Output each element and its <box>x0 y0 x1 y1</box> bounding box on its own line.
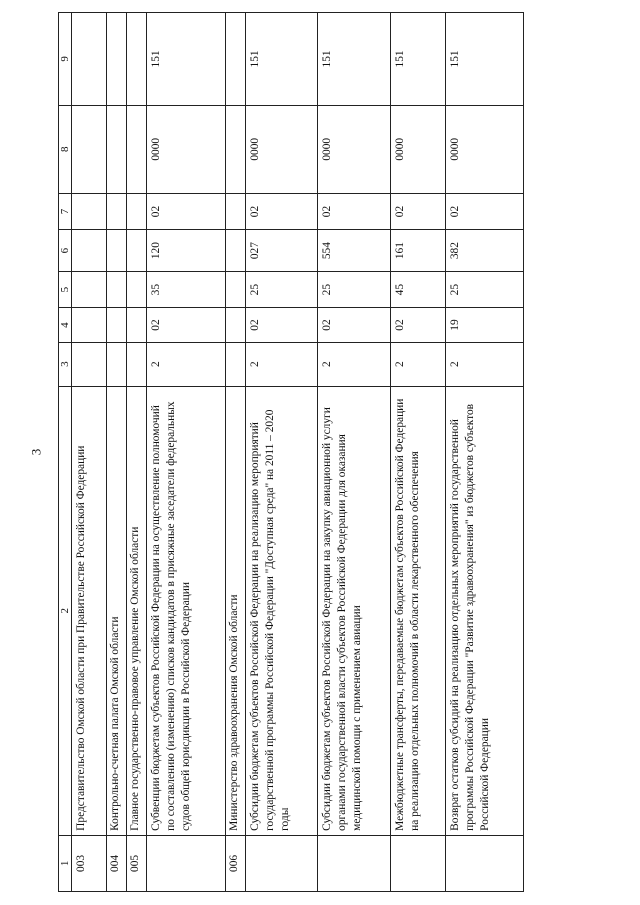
column-header: 1 <box>59 835 72 891</box>
code-part-8: 0000 <box>246 105 318 193</box>
table-row <box>246 13 318 892</box>
code-part-3: 2 <box>246 342 318 386</box>
code-part-6: 027 <box>246 230 318 272</box>
table-row <box>318 13 391 892</box>
code-part-6 <box>107 230 127 272</box>
admin-code-cell: 005 <box>127 835 147 891</box>
code-part-5: 25 <box>246 271 318 308</box>
code-part-4 <box>72 308 107 342</box>
code-part-4: 02 <box>391 308 446 342</box>
code-part-8 <box>127 105 147 193</box>
code-part-8 <box>226 105 246 193</box>
admin-code-cell: 006 <box>226 835 246 891</box>
code-part-4 <box>107 308 127 342</box>
code-part-7: 02 <box>318 193 391 230</box>
column-header: 6 <box>59 230 72 272</box>
code-part-9: 151 <box>391 13 446 106</box>
table-row <box>72 13 107 892</box>
admin-code-cell <box>391 835 446 891</box>
description-cell: Субвенции бюджетам субъектов Российской Федерации на осуществление полномочий по составлению (изменению) списков кандидатов в присяжные заседатели федеральных судов общей юрисдикции в Российской Федерации <box>147 386 226 835</box>
column-header: 2 <box>59 386 72 835</box>
code-part-5: 25 <box>318 271 391 308</box>
code-part-4: 02 <box>147 308 226 342</box>
code-part-7: 02 <box>446 193 524 230</box>
table-row <box>127 13 147 892</box>
table-row <box>391 13 446 892</box>
column-header: 4 <box>59 308 72 342</box>
page-number-text: 3 <box>28 448 43 456</box>
code-part-4 <box>226 308 246 342</box>
code-part-4: 02 <box>246 308 318 342</box>
table-header-row <box>59 13 72 892</box>
description-cell: Субсидии бюджетам субъектов Российской Федерации на реализацию мероприятий государственной программы Российской Федерации "Доступная среда" на 2011 – 2020 годы <box>246 386 318 835</box>
code-part-6 <box>127 230 147 272</box>
code-part-9 <box>107 13 127 106</box>
description-cell: Министерство здравоохранения Омской области <box>226 386 246 835</box>
column-header: 9 <box>59 13 72 106</box>
code-part-3: 2 <box>318 342 391 386</box>
table-row <box>226 13 246 892</box>
code-part-6: 161 <box>391 230 446 272</box>
column-header: 8 <box>59 105 72 193</box>
admin-code-cell: 004 <box>107 835 127 891</box>
code-part-9: 151 <box>246 13 318 106</box>
code-part-8 <box>107 105 127 193</box>
code-part-5 <box>72 271 107 308</box>
code-part-8: 0000 <box>318 105 391 193</box>
admin-code-cell <box>446 835 524 891</box>
table-row <box>107 13 127 892</box>
code-part-3 <box>127 342 147 386</box>
code-part-5: 35 <box>147 271 226 308</box>
code-part-5: 45 <box>391 271 446 308</box>
code-part-7 <box>226 193 246 230</box>
code-part-7 <box>107 193 127 230</box>
code-part-9 <box>226 13 246 106</box>
code-part-9: 151 <box>147 13 226 106</box>
table-row <box>147 13 226 892</box>
code-part-7 <box>72 193 107 230</box>
budget-codes-table <box>58 12 524 892</box>
description-cell: Представительство Омской области при Правительстве Российской Федерации <box>72 386 107 835</box>
code-part-3 <box>72 342 107 386</box>
code-part-6: 382 <box>446 230 524 272</box>
code-part-7: 02 <box>246 193 318 230</box>
code-part-4 <box>127 308 147 342</box>
description-cell: Контрольно-счетная палата Омской области <box>107 386 127 835</box>
code-part-6 <box>226 230 246 272</box>
code-part-5 <box>107 271 127 308</box>
column-header: 3 <box>59 342 72 386</box>
admin-code-cell <box>147 835 226 891</box>
rotated-table-container <box>58 12 614 892</box>
admin-code-cell: 003 <box>72 835 107 891</box>
description-cell: Главное государственно-правовое управление Омской области <box>127 386 147 835</box>
code-part-9: 151 <box>446 13 524 106</box>
code-part-5: 25 <box>446 271 524 308</box>
code-part-3 <box>226 342 246 386</box>
code-part-8: 0000 <box>391 105 446 193</box>
code-part-4: 02 <box>318 308 391 342</box>
code-part-7: 02 <box>147 193 226 230</box>
code-part-8 <box>72 105 107 193</box>
description-cell: Межбюджетные трансферты, передаваемые бюджетам субъектов Российской Федерации на реализацию отдельных полномочий в области лекарственного обеспечения <box>391 386 446 835</box>
code-part-9 <box>127 13 147 106</box>
admin-code-cell <box>246 835 318 891</box>
code-part-9 <box>72 13 107 106</box>
description-cell: Субсидии бюджетам субъектов Российской Федерации на закупку авиационной услуги органами государственной власти субъектов Российской Федерации для оказания медицинской помощи с применением авиации <box>318 386 391 835</box>
code-part-7: 02 <box>391 193 446 230</box>
code-part-8: 0000 <box>147 105 226 193</box>
code-part-6 <box>72 230 107 272</box>
admin-code-cell <box>318 835 391 891</box>
description-cell: Возврат остатков субсидий на реализацию отдельных мероприятий государственной программы Российской Федерации "Развитие здравоохранения" из бюджетов субъектов Российской Федерации <box>446 386 524 835</box>
page-number <box>30 432 42 472</box>
code-part-9: 151 <box>318 13 391 106</box>
table-row <box>446 13 524 892</box>
column-header: 7 <box>59 193 72 230</box>
code-part-3 <box>107 342 127 386</box>
column-header: 5 <box>59 271 72 308</box>
code-part-4: 19 <box>446 308 524 342</box>
code-part-8: 0000 <box>446 105 524 193</box>
code-part-3: 2 <box>147 342 226 386</box>
code-part-3: 2 <box>446 342 524 386</box>
code-part-5 <box>226 271 246 308</box>
code-part-6: 120 <box>147 230 226 272</box>
code-part-6: 554 <box>318 230 391 272</box>
code-part-3: 2 <box>391 342 446 386</box>
code-part-5 <box>127 271 147 308</box>
code-part-7 <box>127 193 147 230</box>
